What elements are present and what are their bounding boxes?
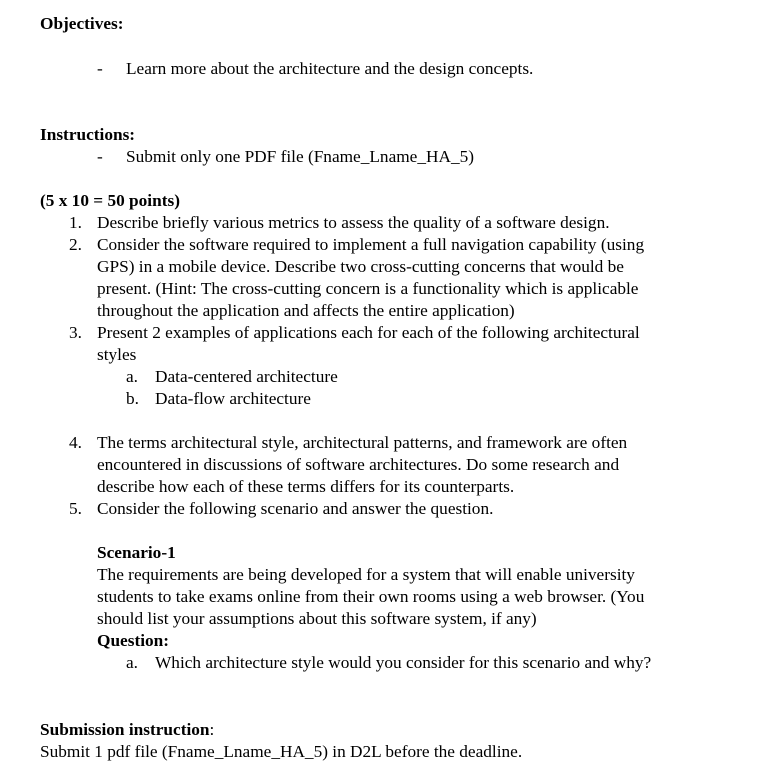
question-1-line: Describe briefly various metrics to assess the quality of a software design. [97,213,610,232]
question-4-line: The terms architectural style, architectural patterns, and framework are often [97,433,628,452]
question-5-line: Consider the following scenario and answer the question. [97,499,494,518]
question-number: 4. [69,433,82,452]
instructions-item: Submit only one PDF file (Fname_Lname_HA_5) [126,147,474,166]
scenario-line: should list your assumptions about this software system, if any) [97,609,537,628]
subitem-text: Which architecture style would you consider for this scenario and why? [155,653,652,672]
subitem-letter: b. [126,389,139,408]
instructions-heading: Instructions: [40,125,136,144]
question-2-line: Consider the software required to implement a full navigation capability (using [97,235,645,254]
instructions-bullet: - [97,147,103,166]
objectives-heading: Objectives: [40,14,124,33]
question-number: 1. [69,213,82,232]
subitem-text: Data-flow architecture [155,389,311,408]
scenario-question-label: Question: [97,631,170,650]
scenario-line: students to take exams online from their own rooms using a web browser. (You [97,587,645,606]
question-4-line: describe how each of these terms differs for its counterparts. [97,477,515,496]
question-4-line: encountered in discussions of software architectures. Do some research and [97,455,620,474]
question-2-line: throughout the application and affects the entire application) [97,301,515,320]
question-2-line: GPS) in a mobile device. Describe two cross-cutting concerns that would be [97,257,624,276]
subitem-letter: a. [126,367,138,386]
scenario-title: Scenario-1 [97,543,176,562]
question-3-line: Present 2 examples of applications each for each of the following architectural [97,323,640,342]
subitem-letter: a. [126,653,138,672]
question-number: 3. [69,323,82,342]
scenario-line: The requirements are being developed for a system that will enable university [97,565,635,584]
objectives-bullet: - [97,59,103,78]
submission-heading-text: Submission instruction [40,720,210,739]
question-number: 2. [69,235,82,254]
question-2-line: present. (Hint: The cross-cutting concern is a functionality which is applicable [97,279,639,298]
question-3-line: styles [97,345,137,364]
subitem-text: Data-centered architecture [155,367,338,386]
submission-text: Submit 1 pdf file (Fname_Lname_HA_5) in D2L before the deadline. [40,742,523,761]
question-number: 5. [69,499,82,518]
submission-heading [40,719,214,741]
submission-heading-colon: : [209,720,215,739]
objectives-item: Learn more about the architecture and the design concepts. [126,59,534,78]
points-heading: (5 x 10 = 50 points) [40,191,180,210]
